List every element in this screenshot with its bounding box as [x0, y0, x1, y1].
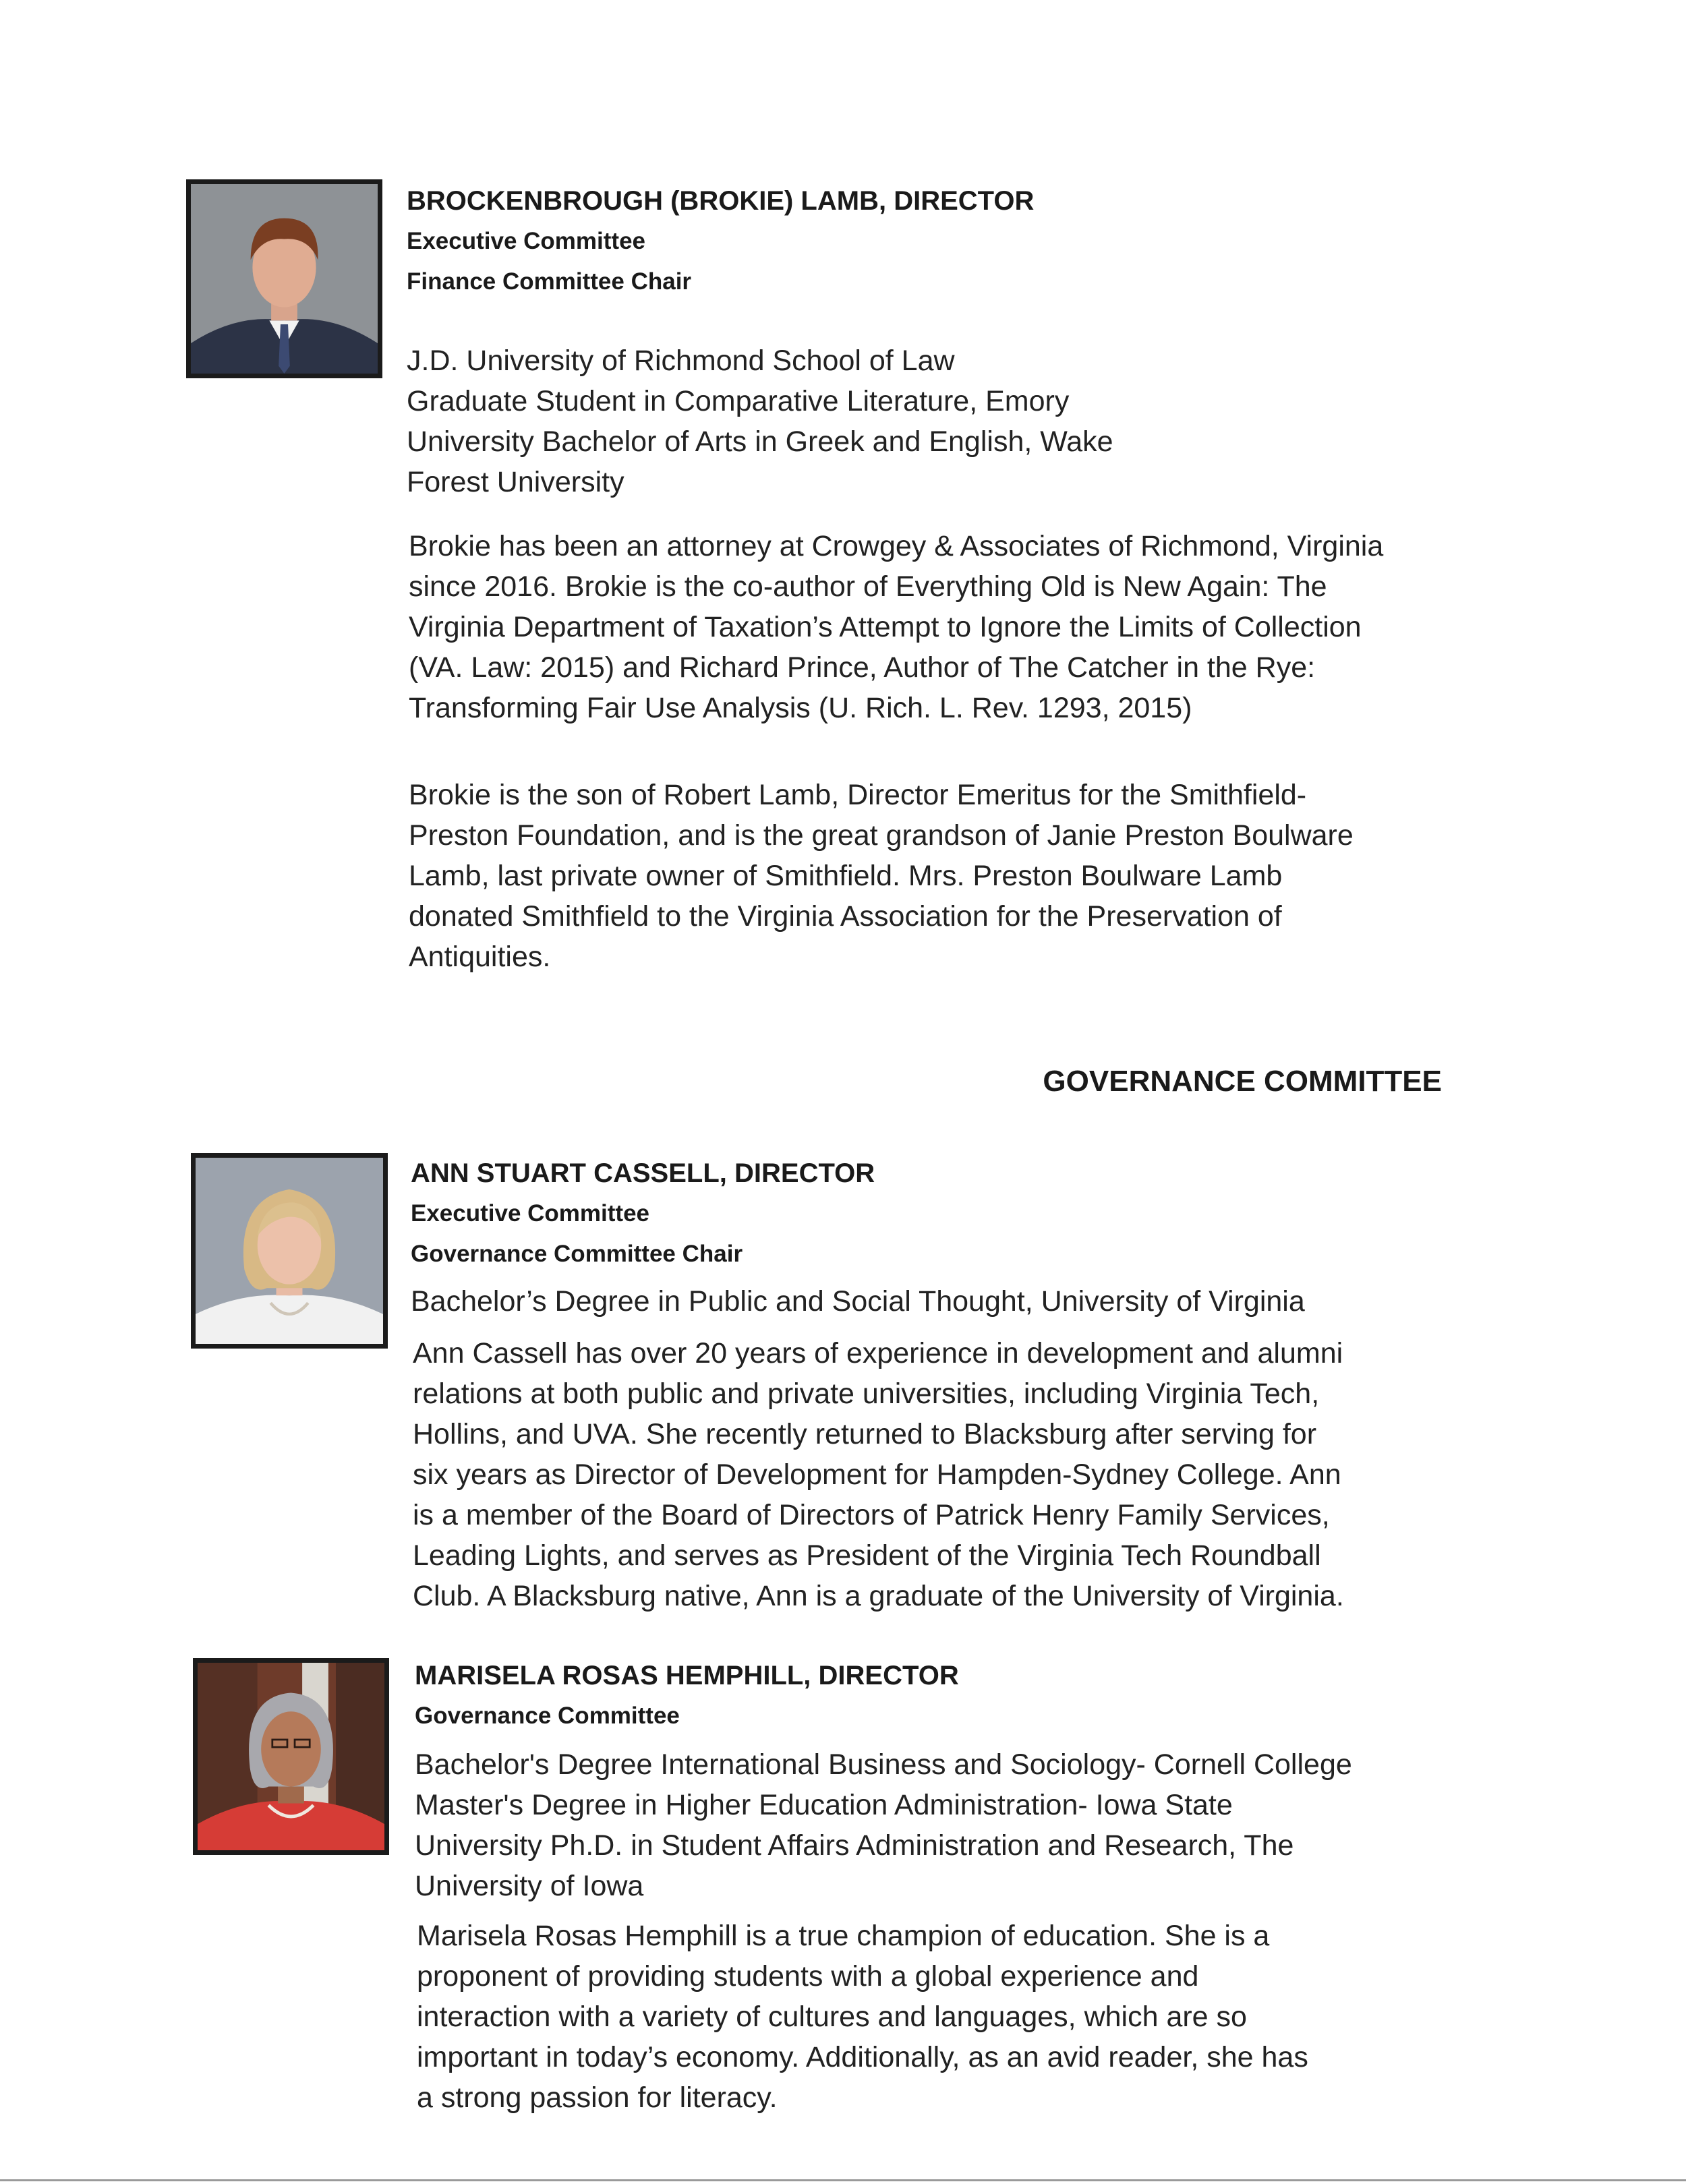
education-line: Graduate Student in Comparative Literature, Emory [407, 385, 1070, 417]
paragraph-line: Brokie is the son of Robert Lamb, Director Emeritus for the Smithfield- [409, 779, 1307, 811]
family-paragraph [409, 775, 1501, 977]
paragraph-line: Brokie has been an attorney at Crowgey & Associates of Richmond, Virginia [409, 530, 1384, 562]
paragraph-line: six years as Director of Development for Hampden-Sydney College. Ann [413, 1458, 1341, 1491]
paragraph-line: Transforming Fair Use Analysis (U. Rich. L. Rev. 1293, 2015) [409, 692, 1192, 724]
education-line: University of Iowa [415, 1870, 644, 1902]
biography-paragraph [413, 1333, 1505, 1616]
paragraph-line: is a member of the Board of Directors of Patrick Henry Family Services, [413, 1499, 1330, 1531]
paragraph-line: since 2016. Brokie is the co-author of Everything Old is New Again: The [409, 570, 1327, 603]
paragraph-line: Ann Cassell has over 20 years of experience in development and alumni [413, 1337, 1343, 1369]
director-name: MARISELA ROSAS HEMPHILL, DIRECTOR [415, 1661, 959, 1690]
paragraph-line: Marisela Rosas Hemphill is a true champion of education. She is a [417, 1920, 1270, 1952]
education-line: University Bachelor of Arts in Greek and English, Wake [407, 425, 1113, 458]
paragraph-line: a strong passion for literacy. [417, 2082, 778, 2114]
portrait-photo-cassell [191, 1153, 388, 1349]
paragraph-line: Virginia Department of Taxation’s Attempt to Ignore the Limits of Collection [409, 611, 1362, 643]
paragraph-line: proponent of providing students with a global experience and [417, 1960, 1199, 1993]
paragraph-line: relations at both public and private universities, including Virginia Tech, [413, 1378, 1320, 1410]
paragraph-line: Leading Lights, and serves as President of the Virginia Tech Roundball [413, 1539, 1321, 1572]
paragraph-line: important in today’s economy. Additionally, as an avid reader, she has [417, 2041, 1308, 2073]
page-bottom-edge [0, 2179, 1686, 2181]
education-line: Bachelor's Degree International Business and Sociology- Cornell College [415, 1748, 1352, 1781]
paragraph-line: Hollins, and UVA. She recently returned to Blacksburg after serving for [413, 1418, 1317, 1450]
education-line: J.D. University of Richmond School of Law [407, 345, 955, 377]
committee-role: Executive Committee [407, 228, 646, 254]
director-name: ANN STUART CASSELL, DIRECTOR [411, 1158, 875, 1188]
education-line: Master's Degree in Higher Education Administration- Iowa State [415, 1789, 1233, 1821]
paragraph-line: Preston Foundation, and is the great grandson of Janie Preston Boulware [409, 819, 1354, 852]
biography-paragraph [417, 1916, 1509, 2118]
paragraph-line: donated Smithfield to the Virginia Association for the Preservation of [409, 900, 1282, 933]
committee-role: Governance Committee Chair [411, 1241, 743, 1267]
education-block [407, 341, 1486, 502]
paragraph-line: (VA. Law: 2015) and Richard Prince, Author of The Catcher in the Rye: [409, 651, 1316, 684]
biography-paragraph [409, 526, 1501, 728]
education-line: Bachelor’s Degree in Public and Social Thought, University of Virginia [411, 1285, 1305, 1318]
portrait-photo-hemphill [193, 1658, 389, 1855]
education-line: University Ph.D. in Student Affairs Administration and Research, The [415, 1829, 1294, 1862]
paragraph-line: interaction with a variety of cultures and languages, which are so [417, 2001, 1247, 2033]
education-block [415, 1744, 1521, 1906]
committee-role: Governance Committee [415, 1703, 680, 1729]
section-heading: GOVERNANCE COMMITTEE [1043, 1065, 1442, 1098]
committee-role: Executive Committee [411, 1200, 650, 1227]
education-line: Forest University [407, 466, 624, 498]
portrait-photo-lamb [186, 179, 382, 378]
paragraph-line: Lamb, last private owner of Smithfield. Mrs. Preston Boulware Lamb [409, 860, 1283, 892]
director-name: BROCKENBROUGH (BROKIE) LAMB, DIRECTOR [407, 186, 1035, 216]
paragraph-line: Club. A Blacksburg native, Ann is a graduate of the University of Virginia. [413, 1580, 1344, 1612]
education-block [411, 1281, 1503, 1322]
paragraph-line: Antiquities. [409, 941, 551, 973]
committee-role: Finance Committee Chair [407, 268, 692, 295]
